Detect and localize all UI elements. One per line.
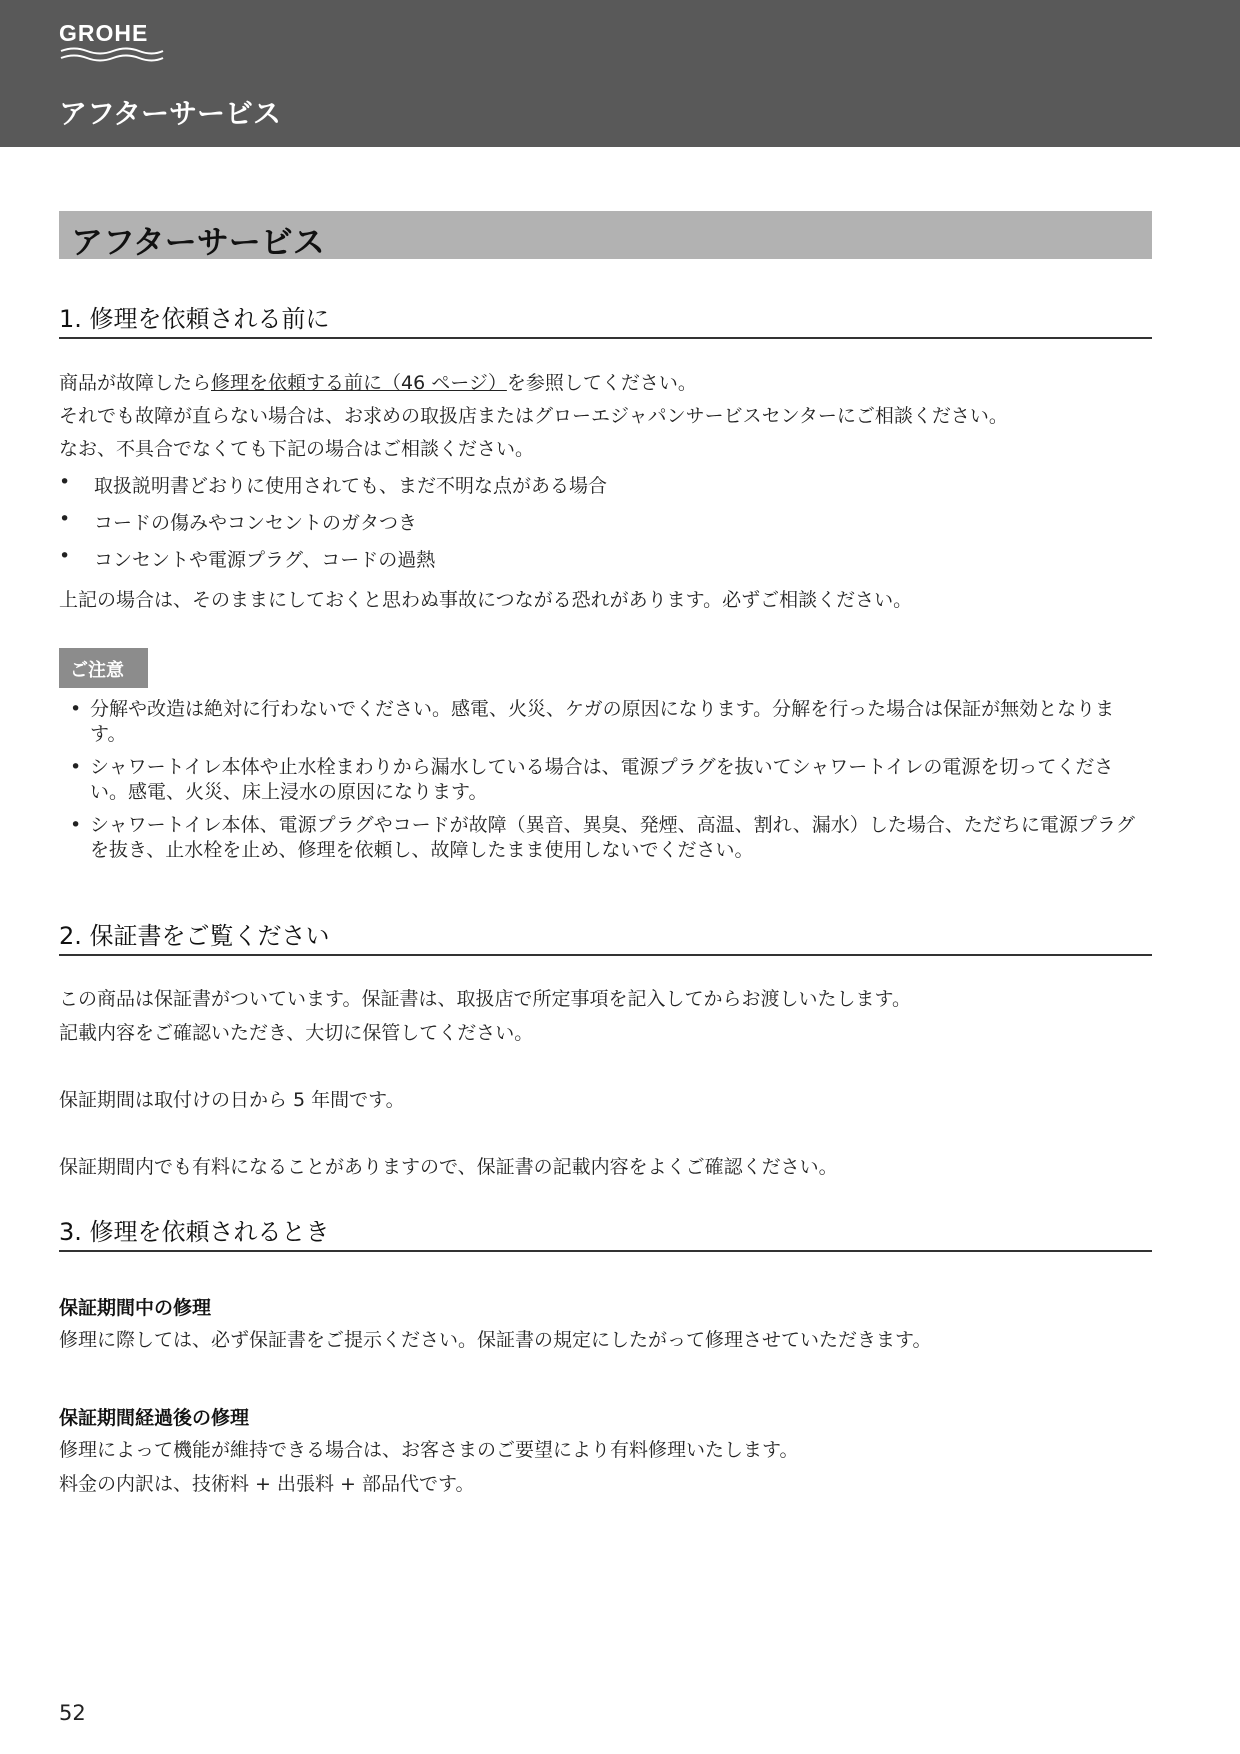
list-item-text: 取扱説明書どおりに使用されても、まだ不明な点がある場合 [94,475,608,497]
subheading-after-warranty: 保証期間経過後の修理 [59,1407,250,1429]
bullet-marker: • [70,814,82,836]
brand-wordmark: GROHE [59,20,149,46]
section2-heading-text: 2. 保証書をご覧ください [59,922,330,950]
section3-paragraph-2: 修理によって機能が維持できる場合は、お客さまのご要望により有料修理いたします。 [59,1439,799,1461]
header-title: アフターサービス [59,97,282,130]
page-reference-link[interactable]: 修理を依頼する前に（46 ページ） [211,372,507,394]
subheading-in-warranty: 保証期間中の修理 [59,1297,212,1319]
caution-text: シャワートイレ本体、電源プラグやコードが故障（異音、異臭、発煙、高温、割れ、漏水）した場合、ただちに電源プラグを抜き、止水栓を止め、修理を依頼し、故障したまま使用しないでください。 [90,814,1135,861]
section2-heading [59,920,1152,956]
section2-paragraph-3: 保証期間は取付けの日から 5 年間です。 [59,1089,405,1111]
section3-heading-text: 3. 修理を依頼されるとき [59,1218,330,1246]
grohe-logo [59,20,169,62]
section1-p1-before: 商品が故障したら [59,372,212,394]
section1-paragraph-2: それでも故障が直らない場合は、お求めの取扱店またはグローエジャパンサービスセンターにご相談ください。 [59,405,1008,427]
section-title: アフターサービス [71,223,325,261]
bullet-marker: • [70,698,82,720]
section1-paragraph-3: なお、不具合でなくても下記の場合はご相談ください。 [59,438,535,460]
section1-paragraph-4: 上記の場合は、そのままにしておくと思わぬ事故につながる恐れがあります。必ずご相談ください。 [59,589,913,611]
section1-paragraph-1 [59,368,697,395]
bullet-marker: • [59,545,71,567]
section1-p1-after: を参照してください。 [506,372,697,394]
section-title-bar [59,211,1152,259]
section3-paragraph-3: 料金の内訳は、技術料 + 出張料 + 部品代です。 [59,1473,475,1495]
list-item-text: コンセントや電源プラグ、コードの過熱 [94,549,436,571]
section3-paragraph-1: 修理に際しては、必ず保証書をご提示ください。保証書の規定にしたがって修理させていただきます。 [59,1329,932,1351]
list-item-text: コードの傷みやコンセントのガタつき [94,512,418,534]
caution-label: ご注意 [70,660,124,681]
bullet-marker: • [70,756,82,778]
bullet-marker: • [59,471,71,493]
caution-badge [59,648,148,688]
section2-paragraph-1: この商品は保証書がついています。保証書は、取扱店で所定事項を記入してからお渡しいたします。 [59,988,911,1010]
section2-paragraph-2: 記載内容をご確認いただき、大切に保管してください。 [59,1022,534,1044]
caution-text: シャワートイレ本体や止水栓まわりから漏水している場合は、電源プラグを抜いてシャワートイレの電源を切ってください。感電、火災、床上浸水の原因になります。 [90,756,1114,803]
section3-heading [59,1216,1152,1252]
section1-heading-text: 1. 修理を依頼される前に [59,305,330,333]
section2-paragraph-4: 保証期間内でも有料になることがありますので、保証書の記載内容をよくご確認ください。 [59,1156,838,1178]
page-number: 52 [59,1701,86,1725]
bullet-marker: • [59,508,71,530]
wave-icon [59,46,165,62]
page-header [0,0,1240,147]
caution-text: 分解や改造は絶対に行わないでください。感電、火災、ケガの原因になります。分解を行った場合は保証が無効となります。 [90,698,1115,745]
section1-heading [59,303,1152,339]
